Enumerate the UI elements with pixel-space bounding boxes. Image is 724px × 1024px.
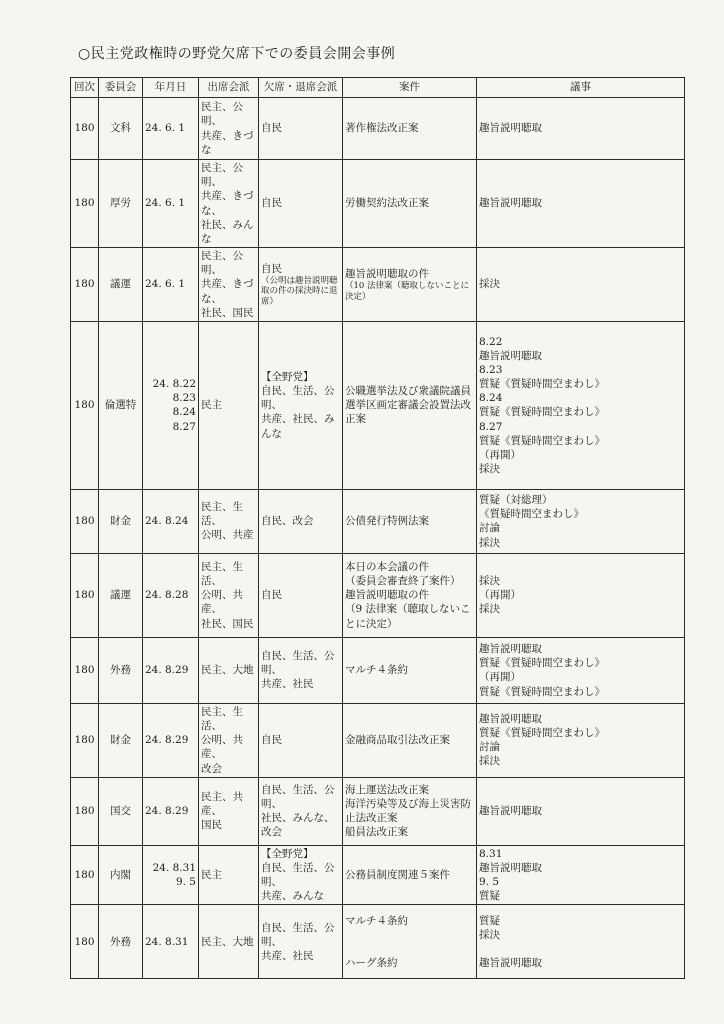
cell-date-text: 24. 8.31 [145,935,189,948]
cell-session-text: 180 [74,515,95,528]
table-row [71,321,685,489]
cell-date-text: 24. 8.22 8.23 8.24 8.27 [152,378,196,433]
cell-absent [259,98,343,160]
cell-session [71,845,99,905]
cell-proceedings-text: 趣旨説明聴取 質疑《質疑時間空まわし》 （再開） 質疑《質疑時間空まわし》 [479,643,605,698]
cell-bill-text: 公債発行特例法案 [345,515,429,528]
cell-proceedings [477,777,685,845]
cell-committee [99,248,143,322]
cell-absent-text: 【全野党】 自民、生活、公明、 共産、みんな [261,847,335,903]
cell-attending [199,845,259,905]
header-absent: 欠席・退席会派 [259,78,343,98]
cell-attending [199,248,259,322]
cell-absent [259,703,343,777]
cell-absent-note: （公明は趣旨説明聴取の件の採決時に退席） [261,276,338,307]
cell-bill [343,553,477,637]
table-row [71,845,685,905]
cell-date [143,637,199,703]
cell-proceedings [477,905,685,979]
cell-committee [99,489,143,553]
cell-bill [343,98,477,160]
cell-date [143,703,199,777]
table-row [71,160,685,248]
cell-attending [199,637,259,703]
cell-absent-text: 自民 [261,197,282,210]
cell-absent [259,553,343,637]
cell-session-text: 180 [74,935,95,948]
table-row [71,905,685,979]
cell-session-text: 180 [74,734,95,747]
cell-date-text: 24. 8.29 [145,805,189,818]
cell-bill-note: （10 法律案（聴取しないことに決定） [345,281,470,302]
cell-absent [259,637,343,703]
cell-date-text: 24. 6. 1 [145,278,186,291]
cell-committee [99,553,143,637]
cell-attending-text: 民主、生活、 公明、共産、 改会 [201,705,243,775]
cell-date [143,553,199,637]
cell-proceedings [477,248,685,322]
table-header-row [71,78,685,98]
cell-proceedings [477,703,685,777]
cell-committee [99,905,143,979]
cell-session [71,98,99,160]
cell-date [143,160,199,248]
table-row [71,98,685,160]
cell-bill [343,637,477,703]
cell-attending-text: 民主、大地 [201,935,254,948]
cell-committee-text: 内閣 [110,869,131,881]
cell-session-text: 180 [74,805,95,818]
cell-session [71,637,99,703]
cell-date [143,98,199,160]
cell-proceedings [477,321,685,489]
cell-bill-text: 趣旨説明聴取の件 [345,268,429,281]
cell-date-text: 24. 8.29 [145,664,189,677]
cell-committee [99,703,143,777]
table-row [71,703,685,777]
cell-bill-text: 本日の本会議の件 （委員会審査終了案件） 趣旨説明聴取の件 （9 法律案（聴取しないことに決定） [345,560,471,630]
cell-bill-text: 公職選挙法及び衆議院議員選挙区画定審議会設置法改正案 [345,385,471,426]
cell-committee-text: 国交 [110,805,131,818]
cell-committee [99,98,143,160]
cell-absent [259,321,343,489]
cell-attending-text: 民主、生活、 公明、共産 [201,501,254,542]
cell-proceedings [477,845,685,905]
cell-proceedings [477,98,685,160]
cell-attending-text: 民主、共産、 国民 [201,790,243,832]
table-row [71,248,685,322]
cell-date-text: 24. 8.31 9. 5 [152,861,196,889]
cell-attending [199,489,259,553]
committee-table [70,77,685,979]
cell-bill-text: マルチ４条約 ハーグ条約 [345,914,408,970]
cell-committee [99,777,143,845]
cell-bill-text: 著作権法改正案 [345,122,419,135]
cell-committee-text: 外務 [110,935,131,948]
cell-proceedings [477,637,685,703]
cell-committee [99,160,143,248]
cell-attending-text: 民主、公明、 共産、きづな、 社民、みんな [201,162,254,245]
table-row [71,777,685,845]
cell-session [71,905,99,979]
cell-proceedings-text: 採決 （再開） 採決 [479,575,521,616]
cell-committee-text: 厚労 [110,197,131,210]
cell-absent [259,777,343,845]
cell-bill [343,248,477,322]
cell-proceedings-text: 8.22 趣旨説明聴取 8.23 質疑《質疑時間空まわし》 8.24 質疑《質疑時間空まわし》 8.27 質疑《質疑時間空まわし》 （再開） 採決 [479,335,605,476]
cell-session-text: 180 [74,869,95,881]
cell-attending [199,905,259,979]
cell-date-text: 24. 8.29 [145,734,189,747]
cell-attending [199,553,259,637]
cell-proceedings [477,160,685,248]
cell-attending [199,777,259,845]
cell-bill [343,703,477,777]
cell-proceedings-text: 質疑（対総理） 《質疑時間空まわし》 討論 採決 [479,494,584,549]
table-row [71,489,685,553]
header-session: 回次 [71,78,99,98]
cell-committee-text: 外務 [110,664,131,677]
cell-proceedings-text: 質疑 採決 趣旨説明聴取 [479,914,542,970]
cell-committee-text: 議運 [110,589,131,602]
header-proceedings: 議事 [477,78,685,98]
cell-bill-text: 労働契約法改正案 [345,197,429,210]
cell-attending [199,321,259,489]
header-attending: 出席会派 [199,78,259,98]
cell-attending [199,98,259,160]
cell-committee [99,845,143,905]
cell-bill [343,489,477,553]
cell-session [71,703,99,777]
header-committee: 委員会 [99,78,143,98]
cell-date-text: 24. 8.24 [145,515,189,528]
cell-proceedings [477,489,685,553]
cell-date [143,905,199,979]
cell-attending-text: 民主、大地 [201,664,254,677]
cell-absent [259,248,343,322]
cell-attending-text: 民主、生活、 公明、共産、 社民、国民 [201,560,254,630]
cell-attending-text: 民主、公明、 共産、きづな [201,101,254,156]
cell-bill-text: 公務員制度関連５案件 [345,869,450,881]
cell-date [143,489,199,553]
table-row [71,637,685,703]
cell-absent-text: 自民、生活、公明、 社民、みんな、改会 [261,783,335,839]
cell-session-text: 180 [74,589,95,602]
cell-committee-text: 文科 [110,122,131,135]
cell-bill-text: マルチ４条約 [345,664,408,677]
cell-proceedings-text: 採決 [479,278,500,291]
cell-session [71,553,99,637]
cell-date [143,845,199,905]
cell-attending-text: 民主 [201,399,222,412]
cell-attending-text: 民主、公明、 共産、きづな、 社民、国民 [201,250,254,319]
cell-absent-text: 自民 [261,734,282,747]
cell-absent-text: 【全野党】 自民、生活、公明、 共産、社民、みんな [261,370,335,440]
cell-session [71,160,99,248]
cell-absent-text: 自民、生活、公明、 共産、社民 [261,921,335,963]
cell-absent-text: 自民 [261,589,282,602]
cell-bill [343,905,477,979]
cell-committee-text: 財金 [110,734,131,747]
cell-date [143,777,199,845]
cell-absent-text: 自民 [261,122,282,135]
table-row [71,553,685,637]
cell-date-text: 24. 8.28 [145,589,189,602]
cell-session [71,321,99,489]
cell-attending [199,160,259,248]
cell-bill-text: 金融商品取引法改正案 [345,734,450,747]
cell-bill-text: 海上運送法改正案 海洋汚染等及び海上災害防止法改正案 船員法改正案 [345,783,471,839]
cell-session-text: 180 [74,399,95,412]
cell-date [143,248,199,322]
cell-absent [259,845,343,905]
cell-proceedings [477,553,685,637]
cell-session-text: 180 [74,122,95,135]
cell-bill [343,321,477,489]
cell-date-text: 24. 6. 1 [145,122,186,135]
cell-proceedings-text: 趣旨説明聴取 質疑《質疑時間空まわし》 討論 採決 [479,712,605,768]
cell-bill [343,160,477,248]
cell-absent-text: 自民、生活、公明、 共産、社民 [261,650,335,691]
cell-proceedings-text: 8.31 趣旨説明聴取 9. 5 質疑 [479,847,542,903]
cell-date [143,321,199,489]
cell-date-text: 24. 6. 1 [145,197,186,210]
cell-absent-text: 自民 [261,263,282,276]
cell-bill [343,845,477,905]
cell-proceedings-text: 趣旨説明聴取 [479,122,542,135]
cell-absent [259,160,343,248]
cell-committee [99,637,143,703]
cell-session [71,489,99,553]
header-bill: 案件 [343,78,477,98]
page-title: ○民主党政権時の野党欠席下での委員会開会事例 [78,46,396,62]
cell-session-text: 180 [74,278,95,291]
cell-absent [259,905,343,979]
cell-absent-text: 自民、改会 [261,515,314,528]
cell-proceedings-text: 趣旨説明聴取 [479,197,542,210]
header-date: 年月日 [143,78,199,98]
cell-attending-text: 民主 [201,869,222,881]
cell-absent [259,489,343,553]
cell-committee-text: 財金 [110,515,131,528]
cell-committee [99,321,143,489]
cell-session [71,777,99,845]
cell-proceedings-text: 趣旨説明聴取 [479,805,542,818]
cell-session [71,248,99,322]
cell-committee-text: 議運 [110,278,131,291]
cell-attending [199,703,259,777]
cell-session-text: 180 [74,664,95,677]
cell-bill [343,777,477,845]
cell-session-text: 180 [74,197,95,210]
cell-committee-text: 倫選特 [104,399,137,412]
